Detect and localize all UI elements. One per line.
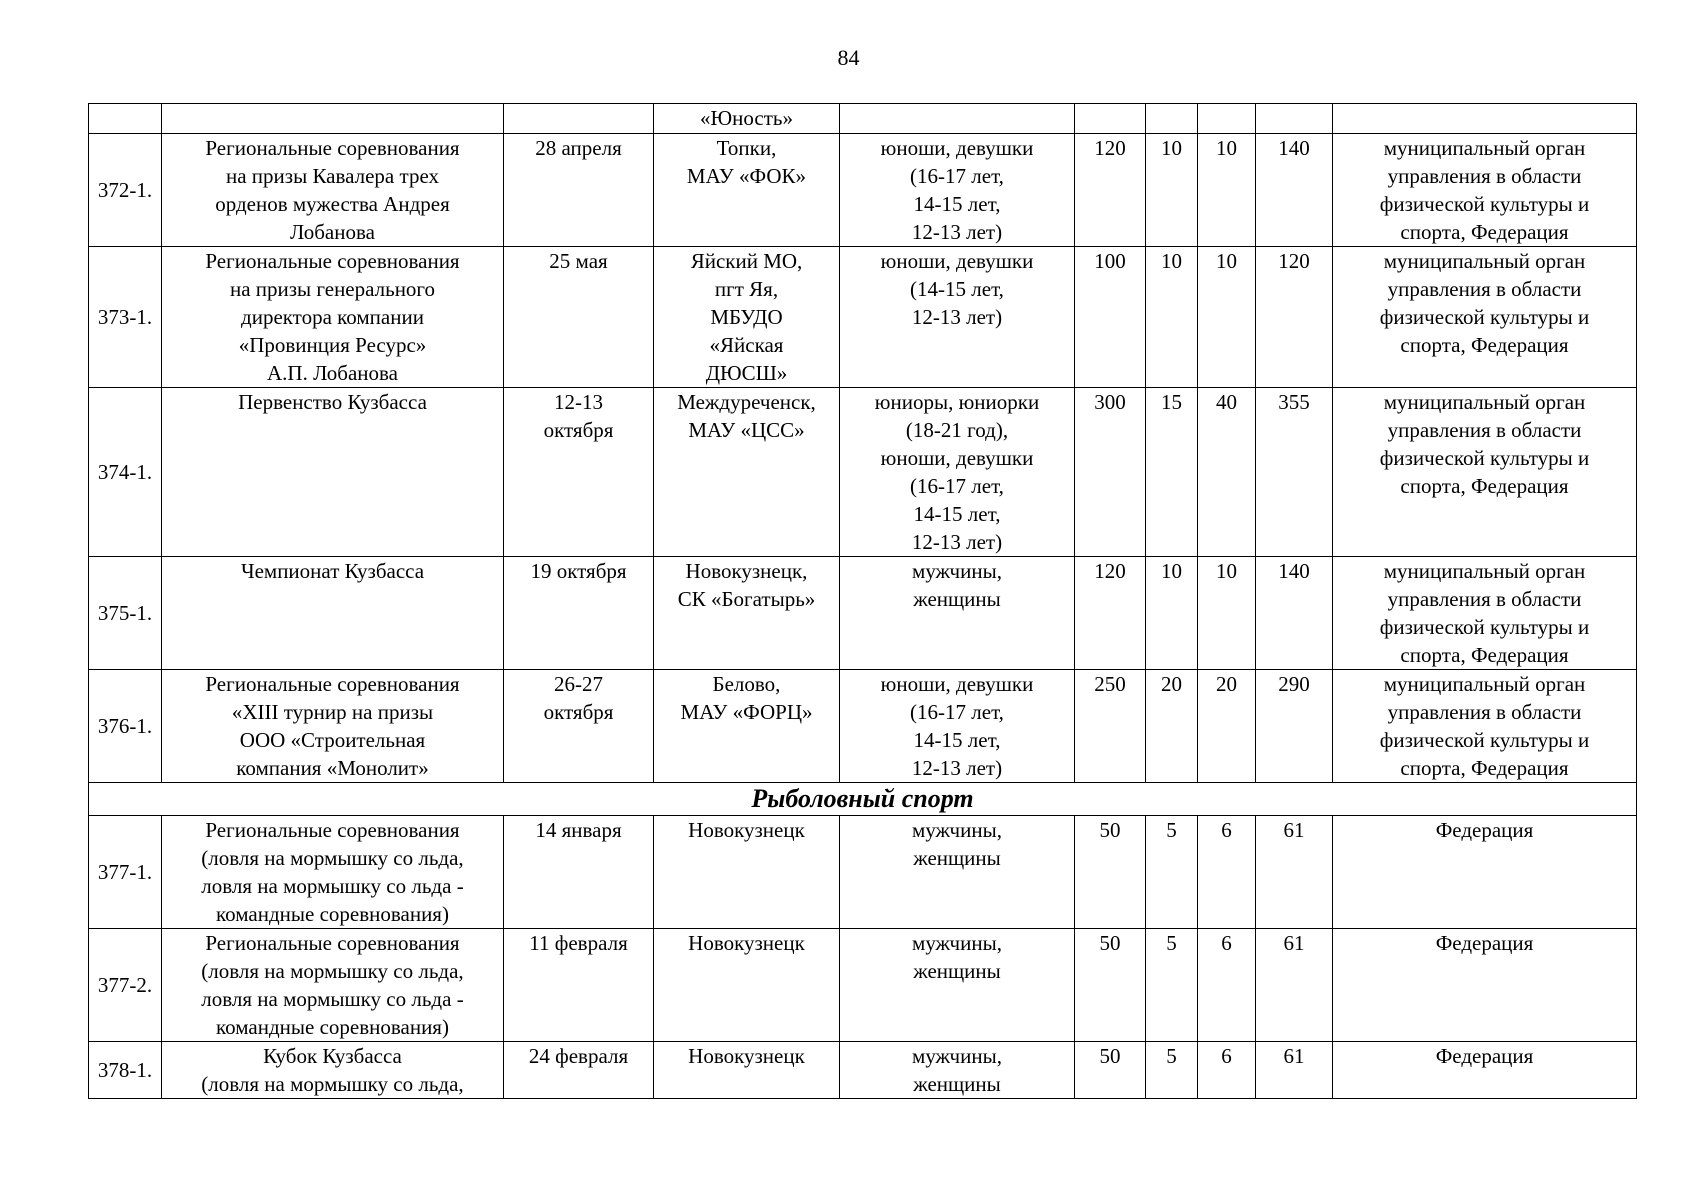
event-date xyxy=(504,929,654,1042)
count-participants: 100 xyxy=(1075,247,1146,388)
organizer xyxy=(1333,670,1637,783)
participant-group-line: юноши, девушки xyxy=(880,672,1034,696)
event-name xyxy=(162,816,504,929)
section-title: Рыболовный спорт xyxy=(89,783,1637,816)
count-participants: 50 xyxy=(1075,1042,1146,1099)
event-name-line: на призы генерального xyxy=(229,277,436,301)
table-row xyxy=(89,247,1637,388)
table-row xyxy=(89,557,1637,670)
row-number xyxy=(89,104,162,134)
event-name-line: Региональные соревнования xyxy=(205,931,460,955)
page-number: 84 xyxy=(837,45,860,70)
participant-group-line: юноши, девушки xyxy=(880,249,1034,273)
event-name-line: компания «Монолит» xyxy=(236,756,429,780)
event-place xyxy=(654,247,840,388)
event-place-line: МАУ «ЦСС» xyxy=(688,418,805,442)
participant-group-line: 14-15 лет, xyxy=(913,728,1001,752)
event-name-line: Лобанова xyxy=(290,220,375,244)
event-place-line: Новокузнецк xyxy=(688,818,805,842)
event-date xyxy=(504,134,654,247)
event-name-line: ловля на мормышку со льда - xyxy=(201,987,464,1011)
event-name xyxy=(162,134,504,247)
event-date-line: 24 февраля xyxy=(528,1044,629,1068)
participant-group-line: (16-17 лет, xyxy=(910,474,1004,498)
event-name xyxy=(162,247,504,388)
organizer-line: Федерация xyxy=(1435,818,1534,842)
organizer xyxy=(1333,247,1637,388)
participant-group xyxy=(840,670,1075,783)
count-judges: 10 xyxy=(1198,247,1256,388)
participant-group-line: мужчины, xyxy=(912,818,1002,842)
event-place-line: Новокузнецк xyxy=(688,1044,805,1068)
count-judges: 6 xyxy=(1198,1042,1256,1099)
count-judges: 6 xyxy=(1198,816,1256,929)
event-name-line: Региональные соревнования xyxy=(205,249,460,273)
event-date-line: 28 апреля xyxy=(535,136,622,160)
event-place xyxy=(654,557,840,670)
organizer-line: управления в области xyxy=(1387,700,1582,724)
organizer xyxy=(1333,557,1637,670)
count-coaches: 5 xyxy=(1146,929,1198,1042)
participant-group xyxy=(840,388,1075,557)
count-total: 290 xyxy=(1256,670,1333,783)
event-name xyxy=(162,929,504,1042)
event-name-line: Кубок Кузбасса xyxy=(263,1044,402,1068)
participant-group-line: (16-17 лет, xyxy=(910,164,1004,188)
event-place-line: «Яйская xyxy=(709,333,784,357)
count-judges: 10 xyxy=(1198,134,1256,247)
organizer-line: управления в области xyxy=(1387,418,1582,442)
event-place-line: Новокузнецк, xyxy=(685,559,808,583)
row-number: 373-1. xyxy=(89,247,162,388)
organizer-line: спорта, Федерация xyxy=(1400,333,1569,357)
count-coaches: 5 xyxy=(1146,1042,1198,1099)
organizer-line: управления в области xyxy=(1387,587,1582,611)
organizer-line: спорта, Федерация xyxy=(1400,643,1569,667)
event-date-line: 25 мая xyxy=(549,249,608,273)
event-date xyxy=(504,1042,654,1099)
organizer xyxy=(1333,1042,1637,1099)
participant-group-line: (16-17 лет, xyxy=(910,700,1004,724)
event-date xyxy=(504,104,654,134)
organizer-line: физической культуры и xyxy=(1379,305,1590,329)
event-date-line: октября xyxy=(543,418,614,442)
event-name-line: (ловля на мормышку со льда, xyxy=(201,959,464,983)
event-place-line: МАУ «ФОК» xyxy=(686,164,807,188)
event-date xyxy=(504,670,654,783)
participant-group-line: (18-21 год), xyxy=(905,418,1009,442)
event-place-line: Яйский МО, xyxy=(690,249,803,273)
event-name-line: Региональные соревнования xyxy=(205,818,460,842)
event-date-line: 12-13 xyxy=(554,390,603,414)
organizer-line: физической культуры и xyxy=(1379,192,1590,216)
count-participants: 300 xyxy=(1075,388,1146,557)
organizer-line: физической культуры и xyxy=(1379,615,1590,639)
organizer-line: Федерация xyxy=(1435,931,1534,955)
participant-group-line: юноши, девушки xyxy=(880,136,1034,160)
participant-group xyxy=(840,134,1075,247)
table-row xyxy=(89,929,1637,1042)
organizer xyxy=(1333,929,1637,1042)
count-judges xyxy=(1198,104,1256,134)
event-name-line: Чемпионат Кузбасса xyxy=(240,559,425,583)
event-place xyxy=(654,104,840,134)
organizer xyxy=(1333,134,1637,247)
participant-group-line: 12-13 лет) xyxy=(911,305,1003,329)
count-judges: 40 xyxy=(1198,388,1256,557)
participant-group-line: женщины xyxy=(913,1072,1001,1096)
event-name-line: ООО «Строительная xyxy=(239,728,426,752)
count-judges: 10 xyxy=(1198,557,1256,670)
organizer-line: спорта, Федерация xyxy=(1400,474,1569,498)
participant-group-line: 14-15 лет, xyxy=(913,502,1001,526)
organizer-line: физической культуры и xyxy=(1379,728,1590,752)
participant-group-line: 12-13 лет) xyxy=(911,220,1003,244)
event-date-line: октября xyxy=(543,700,614,724)
event-name xyxy=(162,670,504,783)
organizer xyxy=(1333,816,1637,929)
event-name-line: командные соревнования) xyxy=(216,902,449,926)
row-number: 377-2. xyxy=(89,929,162,1042)
participant-group-line: женщины xyxy=(913,959,1001,983)
table-body xyxy=(89,104,1637,1099)
organizer-line: Федерация xyxy=(1435,1044,1534,1068)
participant-group-line: 12-13 лет) xyxy=(911,530,1003,554)
count-judges: 6 xyxy=(1198,929,1256,1042)
count-total: 61 xyxy=(1256,929,1333,1042)
event-name-line: директора компании xyxy=(241,305,424,329)
organizer-line: спорта, Федерация xyxy=(1400,756,1569,780)
event-date xyxy=(504,247,654,388)
participant-group xyxy=(840,1042,1075,1099)
event-place xyxy=(654,134,840,247)
row-number: 377-1. xyxy=(89,816,162,929)
organizer xyxy=(1333,388,1637,557)
event-date xyxy=(504,388,654,557)
count-participants: 250 xyxy=(1075,670,1146,783)
event-place-line: ДЮСШ» xyxy=(705,361,788,385)
event-place xyxy=(654,388,840,557)
event-name xyxy=(162,557,504,670)
event-name-line: на призы Кавалера трех xyxy=(226,164,439,188)
organizer-line: муниципальный орган xyxy=(1383,249,1586,273)
count-coaches: 20 xyxy=(1146,670,1198,783)
organizer-line: муниципальный орган xyxy=(1383,559,1586,583)
row-number: 375-1. xyxy=(89,557,162,670)
organizer-line: муниципальный орган xyxy=(1383,672,1586,696)
table-row xyxy=(89,134,1637,247)
event-name xyxy=(162,1042,504,1099)
organizer-line: управления в области xyxy=(1387,164,1582,188)
event-name-line: (ловля на мормышку со льда, xyxy=(201,1072,464,1096)
event-place-line: МАУ «ФОРЦ» xyxy=(680,700,813,724)
count-participants: 120 xyxy=(1075,557,1146,670)
participant-group-line: мужчины, xyxy=(912,1044,1002,1068)
event-place xyxy=(654,670,840,783)
event-name-line: «Провинция Ресурс» xyxy=(238,333,427,357)
participant-group xyxy=(840,929,1075,1042)
event-date-line: 14 января xyxy=(535,818,622,842)
event-place xyxy=(654,816,840,929)
count-total: 120 xyxy=(1256,247,1333,388)
event-name-line: командные соревнования) xyxy=(216,1015,449,1039)
count-coaches xyxy=(1146,104,1198,134)
row-number: 372-1. xyxy=(89,134,162,247)
participant-group-line: 12-13 лет) xyxy=(911,756,1003,780)
participant-group xyxy=(840,247,1075,388)
count-coaches: 5 xyxy=(1146,816,1198,929)
row-number: 378-1. xyxy=(89,1042,162,1099)
count-participants: 120 xyxy=(1075,134,1146,247)
table-row xyxy=(89,388,1637,557)
organizer-line: муниципальный орган xyxy=(1383,136,1586,160)
count-judges: 20 xyxy=(1198,670,1256,783)
count-total: 140 xyxy=(1256,557,1333,670)
events-table xyxy=(88,103,1637,1099)
row-number: 374-1. xyxy=(89,388,162,557)
event-date-line: 26-27 xyxy=(554,672,603,696)
count-total: 61 xyxy=(1256,1042,1333,1099)
event-name-line: А.П. Лобанова xyxy=(266,361,398,385)
participant-group xyxy=(840,816,1075,929)
participant-group-line: юниоры, юниорки xyxy=(874,390,1040,414)
event-name xyxy=(162,104,504,134)
table-row xyxy=(89,1042,1637,1099)
event-name-line: Региональные соревнования xyxy=(205,136,460,160)
event-date-line: 11 февраля xyxy=(529,931,628,955)
count-total: 61 xyxy=(1256,816,1333,929)
event-name-line: Региональные соревнования xyxy=(205,672,460,696)
event-date xyxy=(504,816,654,929)
table-row xyxy=(89,816,1637,929)
participant-group-line: 14-15 лет, xyxy=(913,192,1001,216)
event-place-line: Топки, xyxy=(716,136,777,160)
participant-group-line: мужчины, xyxy=(912,931,1002,955)
event-name-line: Первенство Кузбасса xyxy=(238,390,427,414)
organizer-line: муниципальный орган xyxy=(1383,390,1586,414)
event-place-line: пгт Яя, xyxy=(714,277,779,301)
organizer-line: спорта, Федерация xyxy=(1400,220,1569,244)
organizer-line: физической культуры и xyxy=(1379,446,1590,470)
organizer-line: управления в области xyxy=(1387,277,1582,301)
event-place-line: Новокузнецк xyxy=(688,931,805,955)
event-name-line: ловля на мормышку со льда - xyxy=(201,874,464,898)
participant-group-line: (14-15 лет, xyxy=(910,277,1004,301)
event-place xyxy=(654,1042,840,1099)
count-participants xyxy=(1075,104,1146,134)
count-coaches: 10 xyxy=(1146,247,1198,388)
event-name xyxy=(162,388,504,557)
count-total: 355 xyxy=(1256,388,1333,557)
participant-group xyxy=(840,104,1075,134)
event-name-line: «XIII турнир на призы xyxy=(231,700,434,724)
count-participants: 50 xyxy=(1075,929,1146,1042)
participant-group-line: юноши, девушки xyxy=(880,446,1034,470)
organizer xyxy=(1333,104,1637,134)
event-place-line: Белово, xyxy=(712,672,781,696)
count-participants: 50 xyxy=(1075,816,1146,929)
event-place xyxy=(654,929,840,1042)
participant-group xyxy=(840,557,1075,670)
section-row xyxy=(89,783,1637,816)
event-name-line: (ловля на мормышку со льда, xyxy=(201,846,464,870)
count-coaches: 10 xyxy=(1146,134,1198,247)
count-total xyxy=(1256,104,1333,134)
table-row xyxy=(89,104,1637,134)
event-place-line: «Юность» xyxy=(700,106,793,130)
event-place-line: СК «Богатырь» xyxy=(677,587,816,611)
event-date xyxy=(504,557,654,670)
count-coaches: 15 xyxy=(1146,388,1198,557)
count-coaches: 10 xyxy=(1146,557,1198,670)
event-place-line: Междуреченск, xyxy=(677,390,816,414)
count-total: 140 xyxy=(1256,134,1333,247)
event-name-line: орденов мужества Андрея xyxy=(215,192,450,216)
participant-group-line: женщины xyxy=(913,846,1001,870)
event-place-line: МБУДО xyxy=(710,305,783,329)
participant-group-line: мужчины, xyxy=(912,559,1002,583)
row-number: 376-1. xyxy=(89,670,162,783)
table-row xyxy=(89,670,1637,783)
event-date-line: 19 октября xyxy=(530,559,627,583)
participant-group-line: женщины xyxy=(913,587,1001,611)
